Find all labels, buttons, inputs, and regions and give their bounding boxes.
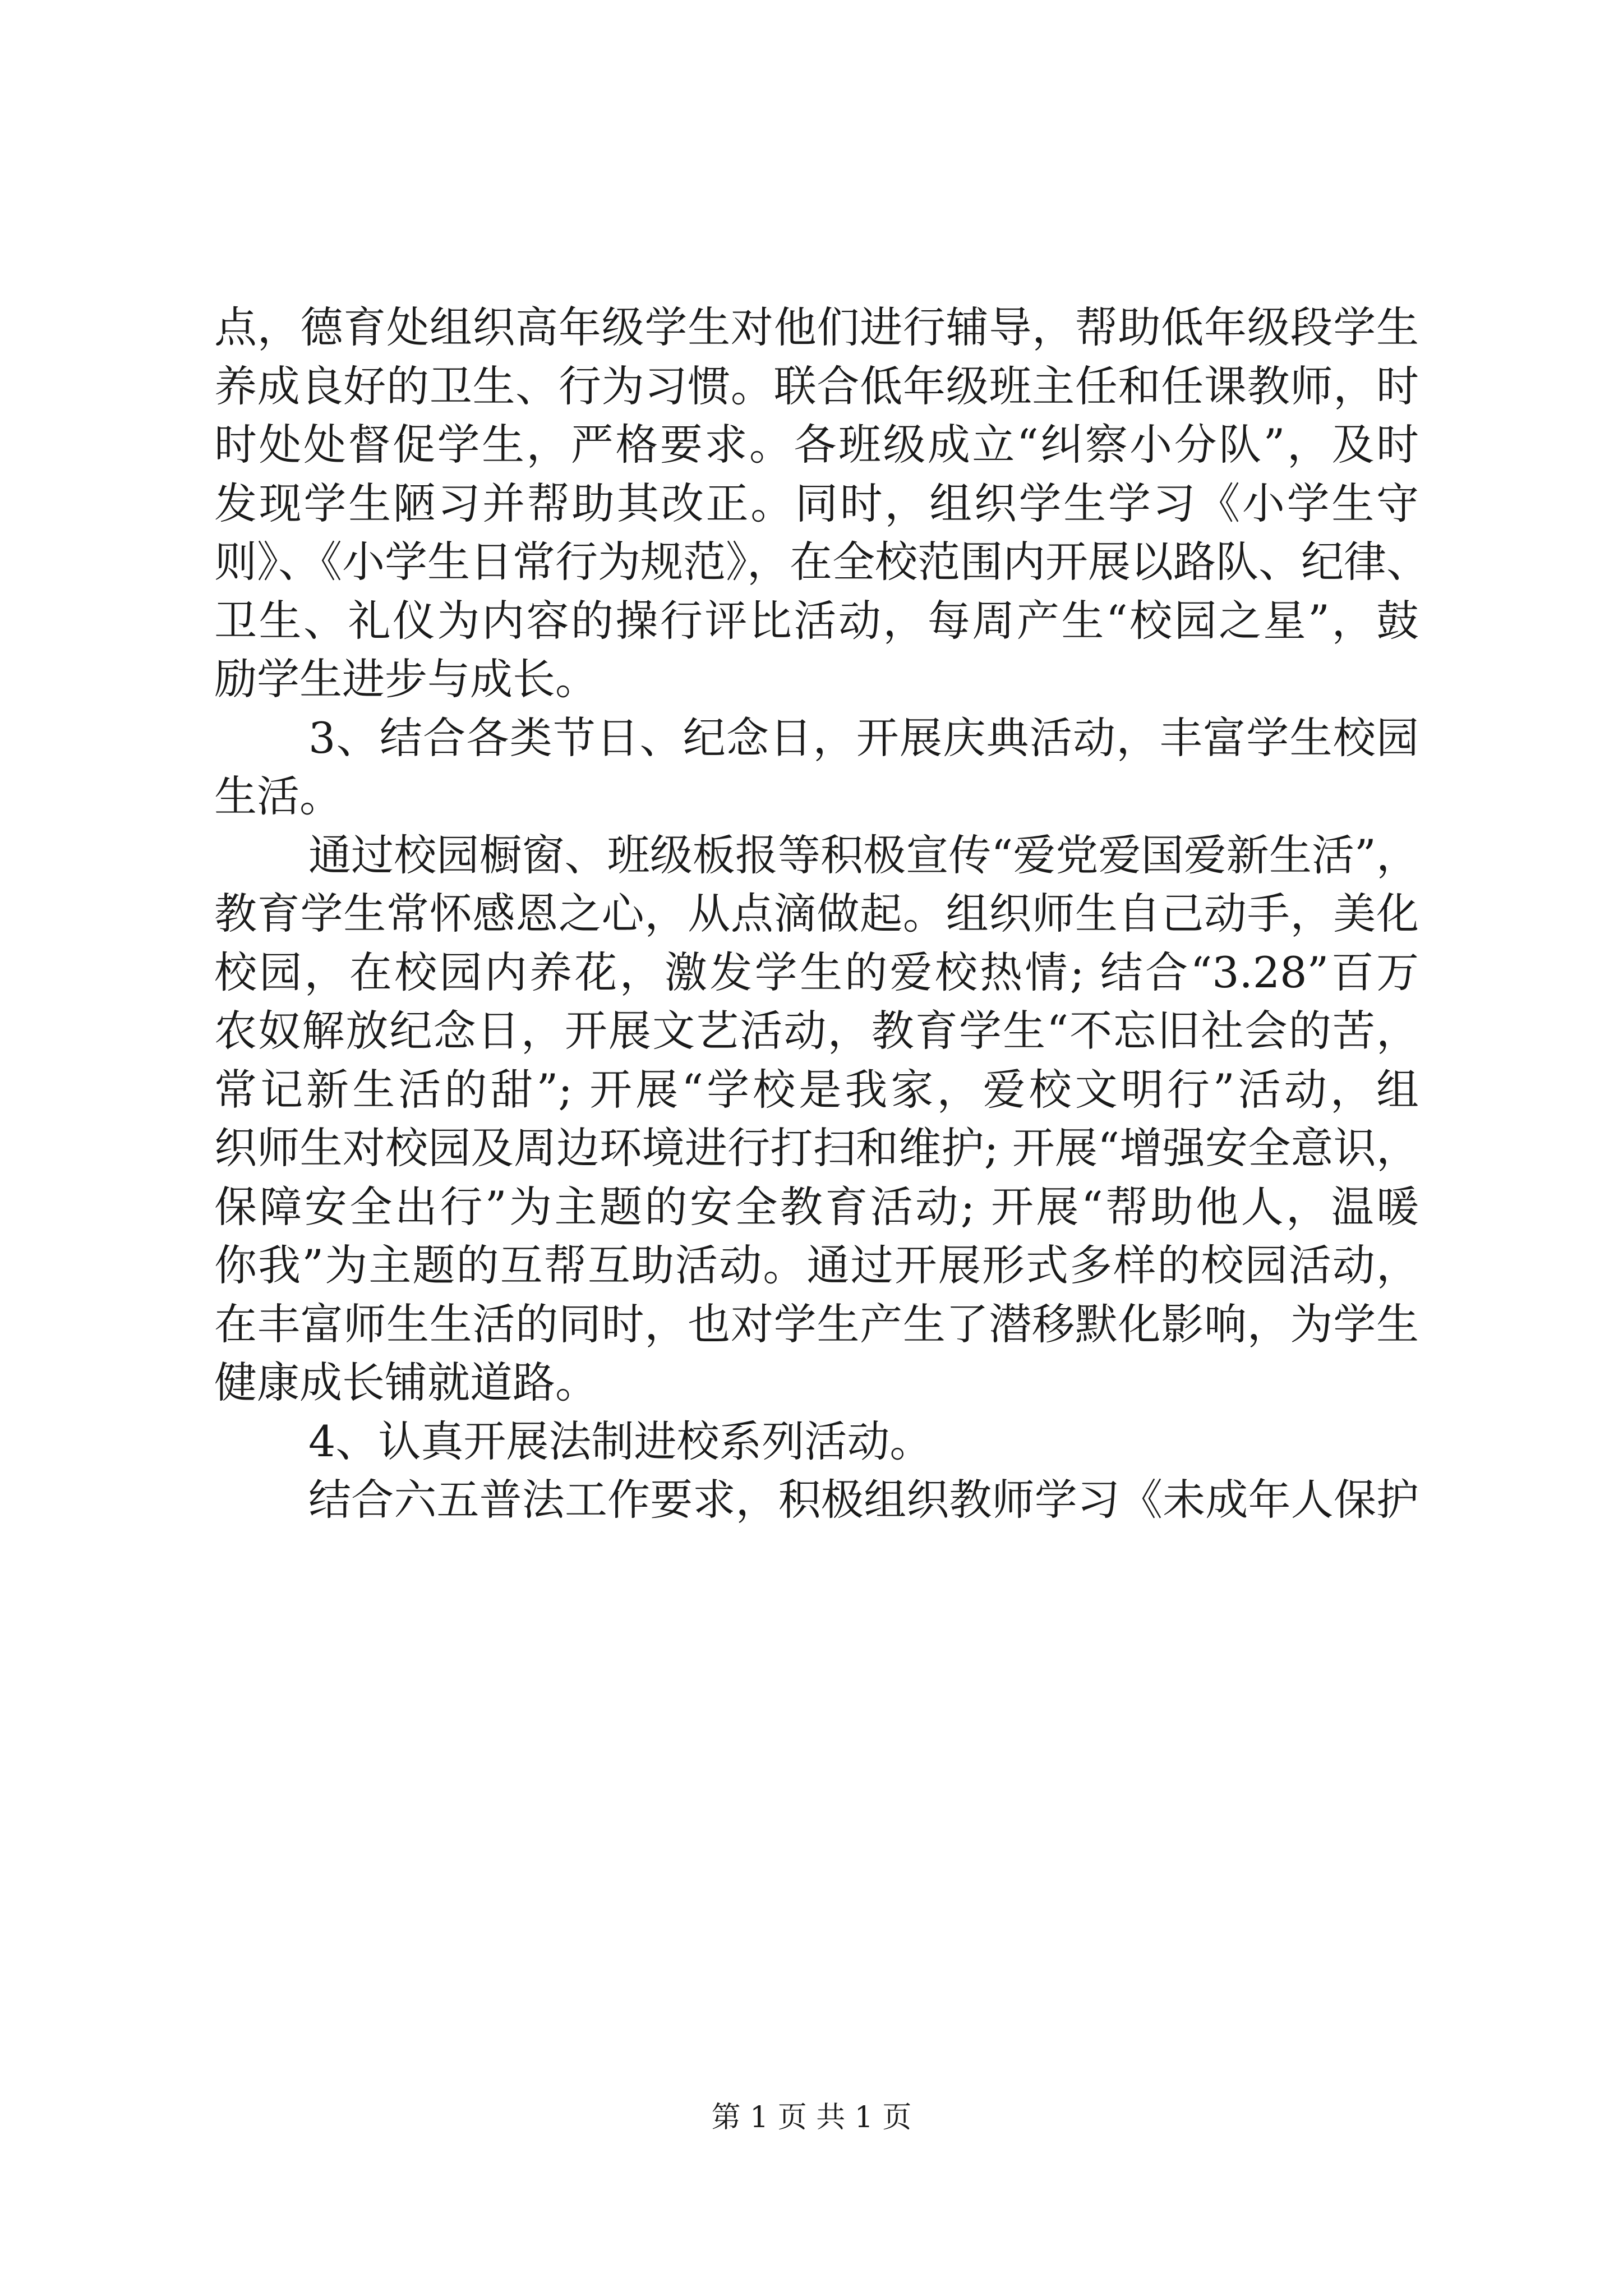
body-line: 生活。 (214, 771, 342, 821)
body-line: 点，德育处组织高年级学生对他们进行辅导，帮助低年级段学生 (214, 302, 1419, 352)
body-line: 保障安全出行”为主题的安全教育活动; 开展“帮助他人，温暖 (214, 1181, 1419, 1232)
section-heading: 4、认真开展法制进校系列活动。 (308, 1416, 933, 1466)
body-line: 通过校园橱窗、班级板报等积极宣传“爱党爱国爱新生活”， (308, 830, 1419, 880)
body-line: 卫生、礼仪为内容的操行评比活动，每周产生“校园之星”，鼓 (214, 595, 1419, 646)
body-line: 养成良好的卫生、行为习惯。联合低年级班主任和任课教师，时 (214, 361, 1419, 411)
body-line: 则》、《小学生日常行为规范》，在全校范围内开展以路队、纪律、 (214, 537, 1429, 587)
body-line: 发现学生陋习并帮助其改正。同时，组织学生学习《小学生守 (214, 478, 1419, 528)
body-line: 励学生进步与成长。 (214, 654, 598, 704)
body-line: 农奴解放纪念日，开展文艺活动，教育学生“不忘旧社会的苦， (214, 1006, 1419, 1056)
body-text (214, 298, 1429, 1530)
body-line: 你我”为主题的互帮互助活动。通过开展形式多样的校园活动， (214, 1240, 1419, 1290)
body-line: 健康成长铺就道路。 (214, 1358, 598, 1407)
body-line: 时处处督促学生，严格要求。各班级成立“纠察小分队”，及时 (214, 420, 1419, 470)
body-line: 教育学生常怀感恩之心，从点滴做起。组织师生自己动手，美化 (214, 889, 1419, 938)
section-heading: 3、结合各类节日、纪念日，开展庆典活动，丰富学生校园 (308, 712, 1419, 763)
body-line: 在丰富师生生活的同时，也对学生产生了潜移默化影响，为学生 (214, 1299, 1419, 1349)
body-line: 常记新生活的甜”; 开展“学校是我家，爱校文明行”活动，组 (214, 1064, 1419, 1115)
body-line: 结合六五普法工作要求，积极组织教师学习《未成年人保护 (308, 1475, 1419, 1525)
page-footer (0, 2098, 1623, 2137)
body-line: 织师生对校园及周边环境进行打扫和维护; 开展“增强安全意识， (214, 1123, 1419, 1173)
page-number-label: 第 1 页 共 1 页 (711, 2101, 912, 2134)
body-line: 校园，在校园内养花，激发学生的爱校热情; 结合“3.28”百万 (214, 947, 1419, 997)
